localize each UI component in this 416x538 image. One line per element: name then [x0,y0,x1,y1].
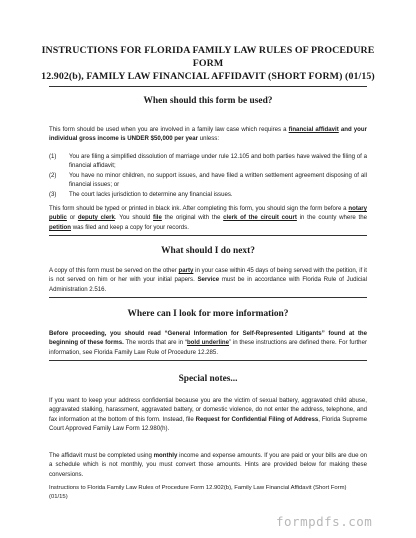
text-run: This form should be typed or printed in black ink. After completing this form, you should sign the form before a [49,205,349,212]
list-number: (2) [49,171,57,179]
section-divider [49,235,367,236]
income-condition: and your individual gross income is UNDER $50,000 per year [49,126,367,143]
section4-confidential-paragraph [49,396,367,434]
conditions-list [49,152,367,199]
term-financial-affidavit[interactable]: financial affidavit [288,126,339,133]
section-heading-when: When should this form be used? [143,96,273,106]
list-item [49,190,367,199]
list-item-text: You are filing a simplified dissolution of marriage under rule 12.105 and both parties have waived the filing of a financial affidavit; [69,153,367,170]
footer-line-2: (01/15) [49,493,68,500]
page-title [40,44,376,83]
section-heading-special-notes: Special notes... [178,374,238,384]
text-run: in the county where the [296,214,367,222]
text-run: The affidavit must be completed using [49,452,154,459]
section-divider [49,360,367,361]
section-heading-next: What should I do next? [161,246,255,256]
term-clerk-of-circuit-court[interactable]: clerk of the circuit court [223,214,297,222]
list-number: (1) [49,153,57,160]
title-line-1: INSTRUCTIONS FOR FLORIDA FAMILY LAW RULES OF PROCEDURE FORM [41,45,375,69]
text-run: . You should [114,214,154,222]
section-divider [49,297,367,298]
term-party[interactable]: party [178,267,194,274]
text-run: or [66,214,78,222]
list-item [49,152,367,171]
text-run: The words that are in “ [123,339,187,347]
section4-monthly-paragraph [49,451,367,479]
text-run: must be in accordance with Florida Rule of Judicial Administration 2.516. [49,276,367,293]
term-monthly: monthly [153,452,178,459]
section1-intro-paragraph [49,125,367,144]
term-service: Service [197,276,220,284]
title-line-2: 12.902(b), FAMILY LAW FINANCIAL AFFIDAVIT (SHORT FORM) (01/15) [41,71,375,82]
term-notary-public[interactable]: notary public [49,205,367,222]
page-footer [49,484,349,501]
text-run: unless: [198,135,220,143]
text-run: the original with the [161,214,224,222]
text-run: ” in these instructions are defined there. For further information, see Florida Family Law Rule of Procedure 12.285. [49,339,367,356]
watermark-text: formpdfs.com [276,514,373,529]
read-general-info: Before proceeding, you should read “General Information for Self-Represented Litigants” found at the beginning of these forms. [49,330,367,347]
list-item [49,171,367,190]
text-run: , Florida Supreme Court Approved Family Law Form 12.980(h). [49,415,367,433]
text-run: A copy of this form must be served on the other [49,267,179,274]
term-petition[interactable]: petition [49,223,72,231]
term-deputy-clerk[interactable]: deputy clerk [77,214,115,222]
section3-paragraph [49,329,367,357]
section2-paragraph [49,266,367,294]
list-item-text: You have no minor children, no support issues, and have filed a written settlement agreement disposing of all financial issues; or [69,171,367,189]
text-run: If you want to keep your address confidential because you are the victim of sexual battery, aggravated child abuse, aggravated stalking, harassment, aggravated battery, or domestic violence, do not enter the address, telephone, and fax information at the bottom of this form. Instead, file [49,397,367,423]
text-run: in your case within 45 days of being served with the petition, if it is not served on him or her with your initial papers. [49,267,367,284]
request-confidential-filing: Request for Confidential Filing of Address [195,415,319,423]
text-run: This form should be used when you are involved in a family law case which requires a [49,126,289,133]
section-divider [49,86,367,87]
term-file[interactable]: file [153,214,162,222]
list-number: (3) [49,190,57,198]
list-item-text: The court lacks jurisdiction to determine any financial issues. [69,190,233,198]
text-run: income and expense amounts. If you are paid or your bills are due on a schedule which is not monthly, you must convert those amounts. Hints are provided below for making these conversions. [49,452,367,478]
text-run: was filed and keep a copy for your records. [71,223,189,231]
term-bold-underline: bold underline [186,339,230,347]
footer-line-1: Instructions to Florida Family Law Rules of Procedure Form 12.902(b), Family Law Financial Affidavit (Short Form) [49,485,347,491]
section-heading-more-info: Where can I look for more information? [127,309,289,319]
section1-filing-paragraph [49,204,367,232]
